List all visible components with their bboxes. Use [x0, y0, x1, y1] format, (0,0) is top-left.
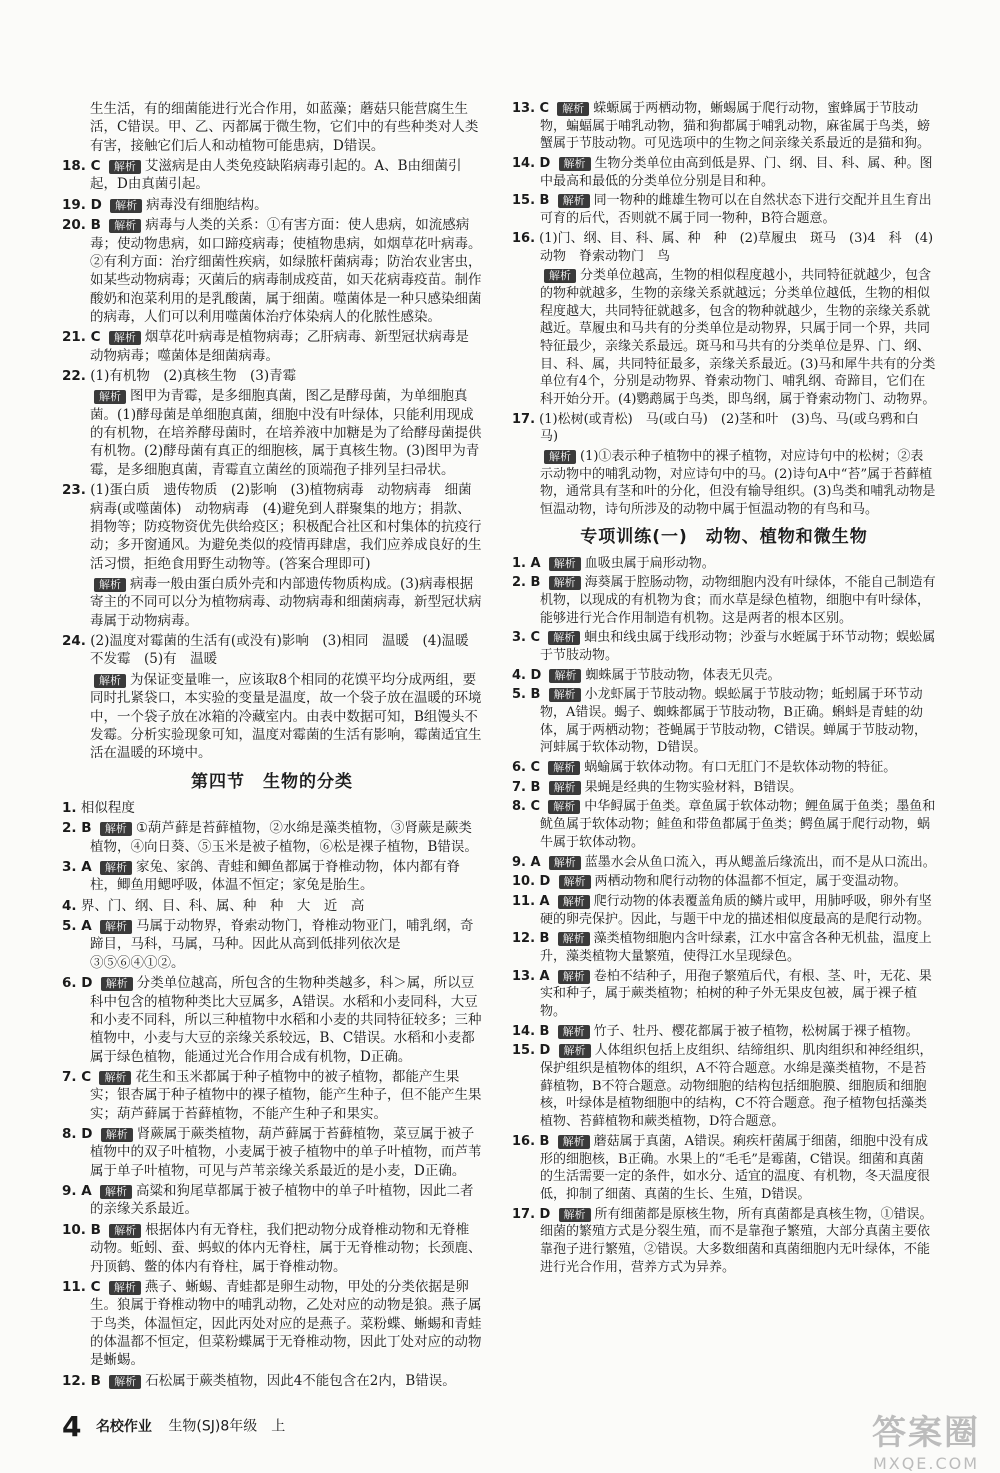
- analysis-badge: 解析: [558, 895, 590, 909]
- analysis-badge: 解析: [544, 450, 576, 464]
- analysis-badge: 解析: [548, 631, 580, 645]
- answer-item: [62, 1125, 482, 1180]
- analysis-badge: 解析: [109, 1224, 141, 1238]
- analysis-badge: 解析: [109, 331, 141, 345]
- answer-number: 20. B: [62, 217, 101, 234]
- analysis-badge: 解析: [549, 781, 581, 795]
- answer-item: [62, 575, 482, 630]
- answer-number: 1.: [62, 799, 77, 816]
- answer-number: 16. B: [512, 1133, 550, 1149]
- answer-number: 2. B: [512, 575, 541, 591]
- answer-item: [512, 1023, 936, 1041]
- answer-number: 17. D: [512, 1206, 551, 1222]
- answer-text: 血吸虫属于扁形动物。: [584, 555, 715, 571]
- answer-number: 23.: [62, 482, 86, 499]
- answer-text: 蘑菇属于真菌，A错误。痢疾杆菌属于细菌，细胞中没有成形的细胞核，B正确。水果上的“毛毛”是霉菌，C错误。细菌和真菌的生活需要一定的条件，如水分、适宜的温度、有机物，冬天温度很低，抑制了细菌、真菌的生长、生殖，D错误。: [540, 1133, 931, 1202]
- analysis-badge: 解析: [109, 1375, 141, 1389]
- answer-item: [62, 1182, 482, 1219]
- answer-text: 分类单位越高，所包含的生物种类越多，科＞属，所以豆科中包含的植物种类比大豆属多，A错误。水稻和小麦同科，大豆和小麦不同科，所以三种植物中水稻和小麦的共同特征较多；三种植物中，小麦与大豆的亲缘关系较远，B、C错误。水稻和小麦都属于绿色植物，能通过光合作用合成有机物，D正确。: [90, 975, 482, 1065]
- answer-text: ①葫芦藓是苔藓植物，②水绵是藻类植物，③肾蕨是蕨类植物，④向日葵、⑤玉米是被子植物，⑥松是裸子植物，B错误。: [90, 820, 478, 855]
- analysis-badge: 解析: [558, 194, 590, 208]
- answer-number: 10. D: [512, 874, 551, 890]
- analysis-badge: 解析: [549, 669, 581, 683]
- answer-item: [62, 367, 482, 385]
- answer-number: 7. B: [512, 779, 541, 795]
- analysis-badge: 解析: [99, 1071, 131, 1085]
- analysis-badge: 解析: [100, 920, 132, 934]
- answer-number: 12. B: [62, 1372, 101, 1389]
- answer-number: 15. D: [512, 1043, 551, 1059]
- answer-item: [62, 1221, 482, 1276]
- section-heading-special-training: 专项训练(一) 动物、植物和微生物: [580, 526, 868, 547]
- book-brand: 名校作业: [95, 1418, 152, 1435]
- answer-text: (1)门、纲、目、科、属、种 种 (2)草履虫 斑马 (3)4 科 (4)动物 脊索动物门 鸟: [539, 230, 934, 264]
- answer-item: [62, 671, 482, 763]
- answer-item: [512, 798, 936, 851]
- answer-number: 14. D: [512, 156, 551, 172]
- answer-text: (1)松树(或青松) 马(或白马) (2)茎和叶 (3)鸟、马(或乌鸦和白马): [539, 411, 919, 445]
- analysis-badge: 解析: [101, 1128, 133, 1142]
- answer-item: [62, 216, 482, 326]
- answer-text: 人体组织包括上皮组织、结缔组织、肌肉组织和神经组织，保护组织是植物体的组织，A不符合题意。水绵是藻类植物，不是苔藓植物，B不符合题意。动物细胞的结构包括细胞膜、细胞质和细胞核，叶绿体是植物细胞中的结构，C不符合题意。孢子植物包括藻类植物、苔藓植物和蕨类植物，D符合题意。: [540, 1043, 933, 1130]
- left-column: [62, 100, 482, 1392]
- analysis-badge: 解析: [558, 1135, 590, 1149]
- answer-text: 所有细菌都是原核生物，所有真菌都是真核生物，①错误。细菌的繁殖方式是分裂生殖，而不是靠孢子繁殖，大部分真菌主要依靠孢子进行繁殖，②错误。大多数细菌和真菌细胞内无叶绿体，不能进行光合作用，营养方式为异养。: [540, 1206, 933, 1275]
- answer-number: 9. A: [512, 854, 541, 870]
- answer-number: 8. D: [62, 1126, 93, 1143]
- answer-text: 烟草花叶病毒是植物病毒；乙肝病毒、新型冠状病毒是动物病毒；噬菌体是细菌病毒。: [90, 329, 469, 364]
- page-footer: [62, 1410, 285, 1443]
- analysis-badge: 解析: [558, 1025, 590, 1039]
- subject-label: 生物(SJ)8年级 上: [168, 1418, 286, 1435]
- answer-text: 果蝇是经典的生物实验材料，B错误。: [584, 779, 803, 795]
- answer-text: 病毒没有细胞结构。: [146, 196, 268, 213]
- answer-text: 家兔、家鸽、青蛙和鲫鱼都属于脊椎动物，体内都有脊柱，鲫鱼用鳃呼吸，体温不恒定；家兔是胎生。: [90, 859, 460, 894]
- answer-text: 卷柏不结种子，用孢子繁殖后代，有根、茎、叶，无花、果实和种子，属于蕨类植物；柏树的种子外无果皮包被，属于裸子植物。: [540, 968, 932, 1019]
- answer-number: 4. D: [512, 667, 542, 683]
- answer-item: [512, 854, 936, 872]
- analysis-badge: 解析: [109, 1281, 141, 1295]
- analysis-badge: 解析: [549, 856, 581, 870]
- answer-item: [62, 799, 482, 817]
- answer-number: 12. B: [512, 931, 550, 947]
- answer-number: 2. B: [62, 820, 92, 837]
- analysis-badge: 解析: [94, 578, 126, 592]
- answer-item: [512, 267, 936, 409]
- answer-item: [512, 574, 936, 627]
- answer-text: 界、门、纲、目、科、属、种 种 大 近 高: [80, 897, 365, 914]
- answer-text: 生物分类单位由高到低是界、门、纲、目、科、属、种。图中最高和最低的分类单位分别是目和种。: [540, 156, 933, 189]
- analysis-badge: 解析: [94, 390, 126, 404]
- answer-text: 蝾螈属于两栖动物，蜥蜴属于爬行动物，蜜蜂属于节肢动物，蝙蝠属于哺乳动物，猫和狗都属于哺乳动物，麻雀属于鸟类，螃蟹属于节肢动物。可见选项中的生物之间亲缘关系最近的是猫和狗。: [540, 101, 931, 152]
- answer-number: 14. B: [512, 1023, 550, 1039]
- answer-text: (1)有机物 (2)真核生物 (3)青霉: [90, 368, 297, 385]
- analysis-badge: 解析: [110, 199, 142, 213]
- answer-number: 15. B: [512, 193, 550, 209]
- answer-text: 花生和玉米都属于种子植物中的被子植物，都能产生果实；银杏属于种子植物中的裸子植物，能产生种子，但不能产生果实；葫芦藓属于苔藓植物，不能产生种子和果实。: [90, 1068, 482, 1122]
- answer-item: [512, 411, 936, 446]
- answer-item: [512, 968, 936, 1021]
- analysis-badge: 解析: [100, 861, 132, 875]
- answer-number: 16.: [512, 230, 536, 246]
- answer-text: 蓝墨水会从鱼口流入，再从鳃盖后缘流出，而不是从口流出。: [584, 854, 936, 870]
- answer-number: 9. A: [62, 1183, 92, 1200]
- answer-text: 病毒一般由蛋白质外壳和内部遗传物质构成。(3)病毒根据寄主的不同可以分为植物病毒、动物病毒和细菌病毒，新型冠状病毒属于动物病毒。: [90, 575, 482, 629]
- answer-item: [512, 1042, 936, 1130]
- answer-text: 肾蕨属于蕨类植物，葫芦藓属于苔藓植物，菜豆属于被子植物中的双子叶植物，小麦属于被子植物中的单子叶植物，而芦苇属于单子叶植物，可见与芦苇亲缘关系最近的是小麦，D正确。: [90, 1126, 482, 1179]
- answer-text: 中华鲟属于鱼类。章鱼属于软体动物；鲤鱼属于鱼类；墨鱼和鱿鱼属于软体动物；鲑鱼和带鱼都属于鱼类；鳄鱼属于爬行动物，蜗牛属于软体动物。: [540, 799, 936, 850]
- answer-text: 燕子、蜥蜴、青蛙都是卵生动物，甲处的分类依据是卵生。狼属于脊椎动物中的哺乳动物，乙处对应的动物是狼。燕子属于鸟类，体温恒定，因此丙处对应的是燕子。菜粉蝶、蜥蜴和青蛙的体温都不恒定，但菜粉蝶属于无脊椎动物，因此丁处对应的动物是蜥蜴。: [90, 1278, 482, 1369]
- answer-item: [62, 1372, 482, 1390]
- answer-number: 5. B: [512, 687, 541, 703]
- answer-text: 相似程度: [80, 799, 135, 816]
- right-answer-list-a: [512, 100, 936, 519]
- answer-text: (2)温度对霉菌的生活有(或没有)影响 (3)相同 温暖 (4)温暖 不发霉 (5)有 温暖: [90, 633, 483, 668]
- answer-number: 11. A: [512, 893, 550, 909]
- answer-item: [62, 100, 482, 155]
- left-answer-list-b: [62, 799, 482, 1390]
- analysis-badge: 解析: [557, 102, 589, 116]
- answer-item: [62, 858, 482, 895]
- answer-item: [62, 481, 482, 573]
- answer-item: [512, 873, 936, 891]
- answer-number: 17.: [512, 411, 536, 427]
- analysis-badge: 解析: [559, 875, 591, 889]
- answer-number: 10. B: [62, 1221, 101, 1238]
- answer-number: 11. C: [62, 1278, 101, 1295]
- answer-text: 为保证变量唯一，应该取8个相同的花馍平均分成两组，要同时扎紧袋口，本实验的变量是温度，故一个袋子放在温暖的环境中，一个袋子放在冰箱的冷藏室内。由表中数据可知，B组馒头不发霉。分析实验现象可知，温度对霉菌的生活有影响，霉菌适宜生活在温暖的环境中。: [90, 671, 482, 762]
- right-column: [512, 100, 936, 1278]
- analysis-badge: 解析: [549, 576, 581, 590]
- answer-text: 病毒与人类的关系：①有害方面：使人患病，如流感病毒；使动物患病，如口蹄疫病毒；使植物患病，如烟草花叶病毒。②有利方面：治疗细菌性疾病，如绿脓杆菌病毒；防治农业害虫，如某些动物病毒；灭菌后的病毒制成疫苗，如天花病毒疫苗。制作酸奶和泡菜利用的是乳酸菌，属于细菌。噬菌体是一种只感染细菌的病毒，人们可以利用噬菌体治疗体染病人的化脓性感染。: [90, 217, 482, 325]
- answer-number: 3. C: [512, 630, 541, 646]
- answer-number: 7. C: [62, 1068, 92, 1085]
- answer-text: 艾滋病是由人类免疫缺陷病毒引起的。A、B由细菌引起，D由真菌引起。: [90, 158, 462, 193]
- answer-number: 22.: [62, 368, 86, 385]
- answer-item: [512, 930, 936, 965]
- answer-number: 13. C: [512, 101, 550, 116]
- answer-text: 蜘蛛属于节肢动物，体表无贝壳。: [585, 667, 781, 683]
- watermark-logo-text: 答案圈: [872, 1413, 980, 1453]
- analysis-badge: 解析: [559, 1208, 591, 1222]
- analysis-badge: 解析: [109, 160, 141, 174]
- answer-item: [512, 100, 936, 153]
- right-answer-list-b: [512, 555, 936, 1277]
- answer-item: [512, 155, 936, 190]
- analysis-badge: 解析: [558, 932, 590, 946]
- answer-number: 5. A: [62, 918, 92, 935]
- answer-text: 小龙虾属于节肢动物。蜈蚣属于节肢动物；蚯蚓属于环节动物，A错误。蝎子、蜘蛛都属于节肢动物，B正确。蝌蚪是青蛙的幼体，属于两栖动物；苍蝇属于节肢动物，C错误。蝉属于节肢动物，河蚌属于软体动物，D错误。: [540, 687, 927, 756]
- answer-text: 蜗蝓属于软体动物。有口无肛门不是软体动物的特征。: [584, 760, 897, 776]
- answer-item: [512, 448, 936, 519]
- answer-item: [512, 1133, 936, 1204]
- answer-text: 竹子、牡丹、樱花都属于被子植物，松树属于裸子植物。: [593, 1023, 919, 1039]
- answer-item: [62, 196, 482, 214]
- watermark-url: MXQE.COM: [872, 1454, 980, 1473]
- section-heading-classification: 第四节 生物的分类: [191, 771, 353, 792]
- answer-number: 21. C: [62, 329, 101, 346]
- answer-number: 8. C: [512, 799, 541, 815]
- answer-item: [512, 629, 936, 664]
- answer-text: 藻类植物细胞内含叶绿素，江水中富含各种无机盐，温度上升，藻类植物大量繁殖，使得江水呈现绿色。: [540, 931, 932, 964]
- analysis-badge: 解析: [100, 822, 132, 836]
- left-answer-list-a: [62, 100, 482, 763]
- answer-item: [512, 1206, 936, 1277]
- answer-text: 高粱和狗尾草都属于被子植物中的单子叶植物，因此二者的亲缘关系最近。: [90, 1183, 474, 1218]
- analysis-badge: 解析: [559, 157, 591, 171]
- answer-text: 马属于动物界，脊索动物门，脊椎动物亚门，哺乳纲，奇蹄目，马科，马属，马种。因此从高到低排列依次是③⑤⑥④①②。: [90, 918, 474, 971]
- answer-number: 6. C: [512, 760, 541, 776]
- page-number: 4: [62, 1410, 82, 1443]
- answer-item: [62, 974, 482, 1066]
- answer-item: [62, 387, 482, 479]
- answer-item: [62, 917, 482, 972]
- answer-number: 19. D: [62, 196, 102, 213]
- answer-number: 24.: [62, 633, 86, 650]
- analysis-badge: 解析: [558, 970, 590, 984]
- answer-item: [62, 819, 482, 856]
- answer-number: 4.: [62, 897, 77, 914]
- answer-item: [62, 632, 482, 669]
- answer-text: (1)蛋白质 遗传物质 (2)影响 (3)植物病毒 动物病毒 细菌病毒(或噬菌体) 动物病毒 (4)避免到人群聚集的地方；捐款、捐物等；防疫物资优先供给疫区；积极配合社区和村集体的抗疫行动；多开窗通风。为避免类似的疫情再肆虐，我们应养成良好的生活习惯，拒绝食用野生动物等。(答案合理即可): [90, 482, 482, 572]
- answer-item: [62, 897, 482, 915]
- analysis-badge: 解析: [549, 557, 581, 571]
- answer-number: 13. A: [512, 968, 550, 984]
- analysis-badge: 解析: [94, 674, 126, 688]
- analysis-badge: 解析: [544, 269, 576, 283]
- answer-text: 蛔虫和线虫属于线形动物；沙蚕与水蛭属于环节动物；蜈蚣属于节肢动物。: [540, 630, 936, 663]
- answer-text: 石松属于蕨类植物，因此4不能包含在2内，B错误。: [145, 1372, 456, 1389]
- answer-number: 6. D: [62, 975, 93, 992]
- analysis-badge: 解析: [548, 800, 580, 814]
- analysis-badge: 解析: [559, 1044, 591, 1058]
- answer-number: 18. C: [62, 158, 101, 175]
- answer-item: [62, 1278, 482, 1370]
- analysis-badge: 解析: [100, 1185, 132, 1199]
- answer-text: 爬行动物的体表覆盖角质的鳞片或甲，用肺呼吸，卵外有坚硬的卵壳保护。因此，与题干中龙的描述相似度最高的是爬行动物。: [540, 893, 932, 927]
- analysis-badge: 解析: [101, 977, 133, 991]
- answer-item: [512, 893, 936, 928]
- answer-item: [62, 157, 482, 194]
- answer-text: (1)①表示种子植物中的裸子植物，对应诗句中的松树；②表示动物中的哺乳动物，对应诗句中的马。(2)诗句A中“苔”属于苔藓植物，通常具有茎和叶的分化，但没有输导组织。(3)鸟类和哺乳动物是恒温动物，诗句所涉及的动物中属于恒温动物的有鸟和马。: [540, 449, 936, 518]
- analysis-badge: 解析: [109, 219, 141, 233]
- answer-text: 生生活，有的细菌能进行光合作用，如蓝藻；蘑菇只能营腐生生活，C错误。甲、乙、丙都属于微生物，它们中的有些种类对人类有害，接触它们后人和动植物可能患病，D错误。: [90, 101, 479, 154]
- analysis-badge: 解析: [549, 688, 581, 702]
- answer-item: [62, 328, 482, 365]
- answer-item: [512, 230, 936, 265]
- answer-text: 分类单位越高，生物的相似程度越小，共同特征就越少，包含的物种就越多，生物的亲缘关系就越远；分类单位越低，生物的相似程度越大，共同特征就越多，包含的物种就越少，生物的亲缘关系就越近。草履虫和马共有的分类单位是动物界，只属于同一个界，共同特征最少，亲缘关系最远。斑马和马共有的分类单位是界、门、纲、目、科、属，共同特征最多，亲缘关系最近。(3)马和犀牛共有的分类单位有4个，分别是动物界、脊索动物门、哺乳纲、奇蹄目，它们在科开始分开。(4)鹦鹉属于鸟类，即鸟纲，属于脊索动物门、动物界。: [540, 268, 936, 407]
- analysis-badge: 解析: [548, 761, 580, 775]
- answer-item: [512, 192, 936, 227]
- answer-item: [512, 779, 936, 797]
- answer-item: [512, 686, 936, 757]
- answer-text: 两栖动物和爬行动物的体温都不恒定，属于变温动物。: [594, 874, 907, 890]
- answer-item: [512, 555, 936, 573]
- watermark: [872, 1405, 980, 1473]
- answer-item: [62, 1068, 482, 1123]
- answer-text: 图甲为青霉，是多细胞真菌，图乙是酵母菌，为单细胞真菌。(1)酵母菌是单细胞真菌，细胞中没有叶绿体，只能利用现成的有机物，在培养酵母菌时，在培养液中加糖是为了给酵母菌提供有机物。(2)酵母菌有真正的细胞核，属于真核生物。(3)图甲为青霉，是多细胞真菌，青霉直立菌丝的顶端孢子排列呈扫帚状。: [90, 388, 482, 478]
- answer-text: 同一物种的雌雄生物可以在自然状态下进行交配并且生育出可育的后代，否则就不属于同一物种，B符合题意。: [540, 193, 932, 227]
- answer-number: 1. A: [512, 555, 541, 571]
- answer-text: 根据体内有无脊柱，我们把动物分成脊椎动物和无脊椎动物。蚯蚓、蚕、蚂蚁的体内无脊柱，属于无脊椎动物；长颈鹿、丹顶鹤、鳖的体内有脊柱，属于脊椎动物。: [90, 1221, 482, 1275]
- answer-item: [512, 759, 936, 777]
- answer-item: [512, 667, 936, 685]
- answer-number: 3. A: [62, 859, 92, 876]
- answer-text: 海葵属于腔肠动物，动物细胞内没有叶绿体，不能自己制造有机物，以现成的有机物为食；而水草是绿色植物，细胞中有叶绿体，能够进行光合作用制造有机物。这是两者的根本区别。: [540, 575, 936, 626]
